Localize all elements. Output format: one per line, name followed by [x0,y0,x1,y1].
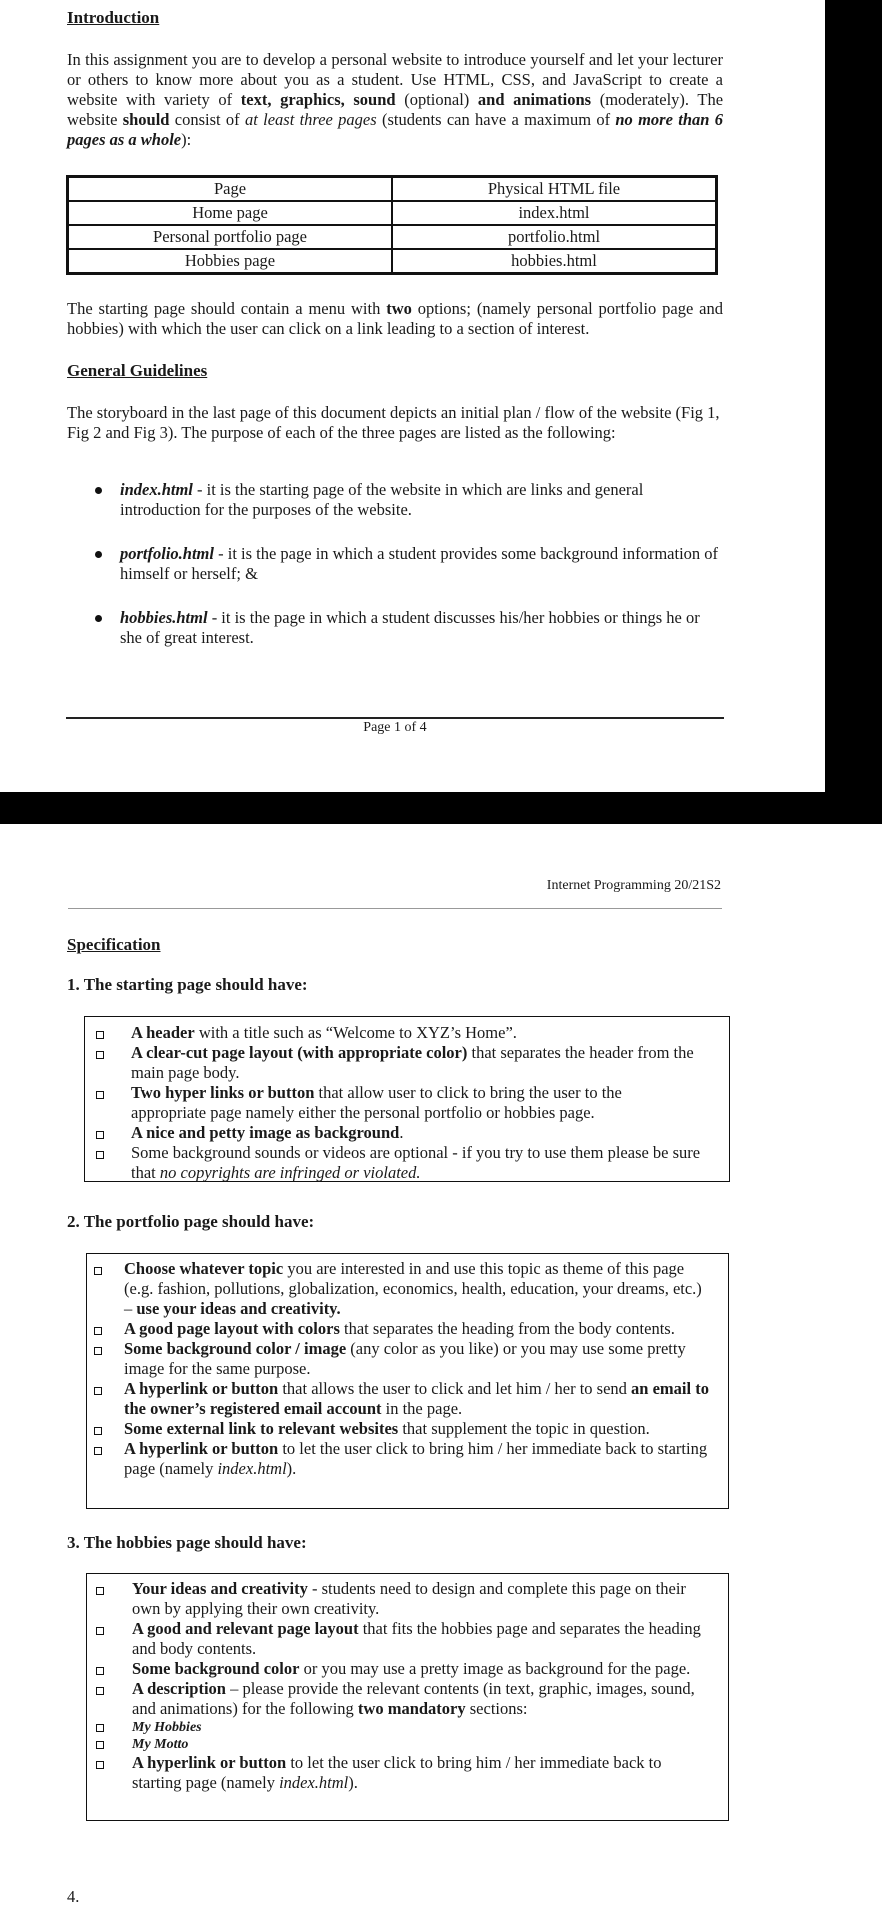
text-run: you are interested in and use this topic as theme of this page (e.g. fashion, pollutions, globalization, economics, health, education, your dreams, etc.) – [124,1259,702,1318]
text-run: A hyperlink or button [132,1753,287,1772]
portfolio-page-requirements-box [86,1253,729,1509]
text-run: no copyrights are infringed or violated. [159,1163,421,1182]
next-section-number: 4. [67,1887,80,1906]
text-run: A hyperlink or button [124,1379,279,1398]
text-run: index.html [279,1773,349,1792]
text-run: My Hobbies [132,1720,202,1735]
checkbox-icon [96,1051,104,1059]
text-run: (students can have a maximum of [376,110,616,129]
text-run: should [122,110,170,129]
text-run: Two hyper links or button [131,1083,315,1102]
text-run: index.html [217,1459,287,1478]
list-item-text: - it is the page in which a student provides some background information of himself or herself; & [120,544,719,583]
checkbox-icon [94,1327,102,1335]
table-cell: portfolio.html [392,225,716,249]
checklist-item [87,1753,707,1793]
checklist-item [87,1259,709,1319]
text-run: My Motto [132,1737,189,1752]
list-item-text: - it is the starting page of the website in which are links and general introduction for the purposes of the website. [120,480,644,519]
text-run: – please provide the relevant contents (in text, graphic, images, sound, and animations) for the following [132,1679,695,1718]
section-heading: 2. The portfolio page should have: [67,1212,315,1231]
checkbox-icon [96,1131,104,1139]
checkbox-icon [94,1427,102,1435]
checklist-item [85,1143,701,1183]
checklist-item [85,1023,701,1043]
checklist-item [87,1736,707,1753]
text-run: ). [286,1459,297,1478]
list-item [95,608,725,648]
text-run: A nice and petty image as background [131,1123,400,1142]
text-run: (optional) [395,90,478,109]
checkbox-icon [96,1031,104,1039]
hobbies-page-requirements-box [86,1573,729,1821]
table-row [68,201,716,225]
checklist-item [87,1679,707,1719]
checkbox-icon [96,1587,104,1595]
text-run: ): [181,130,192,149]
checklist-item [87,1419,709,1439]
checklist-item [87,1619,707,1659]
text-run: that separates the header from the main page body. [131,1043,694,1082]
table-cell: index.html [392,201,716,225]
checkbox-icon [96,1741,104,1749]
text-run: sections: [465,1699,528,1718]
text-run: text, graphics, sound [240,90,396,109]
checkbox-icon [96,1627,104,1635]
page-purpose-list [95,480,725,672]
page-edge-shadow [825,0,882,792]
checklist-item [85,1123,701,1143]
checkbox-icon [94,1387,102,1395]
checklist-item [87,1579,707,1619]
text-run: two mandatory [357,1699,466,1718]
table-cell: Personal portfolio page [68,225,392,249]
list-item [95,480,725,520]
document-page-2 [0,824,882,1920]
checklist-item [87,1339,709,1379]
bullet-icon [95,551,102,558]
text-run: and animations [477,90,592,109]
file-name: hobbies.html [120,608,208,627]
text-run: to let the user click to bring him / her immediate back to starting page (namely [132,1753,662,1792]
table-cell: Home page [68,201,392,225]
specification-heading: Specification [67,935,161,954]
text-run: an email to the owner’s registered email account [124,1379,709,1418]
text-run: two [386,299,412,318]
starting-page-requirements-box [84,1016,730,1182]
list-item [95,544,725,584]
storyboard-paragraph: The storyboard in the last page of this document depicts an initial plan / flow of the website (Fig 1, Fig 2 and Fig 3). The purpose of each of the three pages are listed as the following: [67,403,720,442]
text-run: use your ideas and creativity. [136,1299,341,1318]
page-file-table [66,175,718,275]
text-run: The starting page should contain a menu with [67,299,387,318]
text-run: In this assignment you are to develop a personal website to introduce yourself and let your lecturer or others to know more about you as a student. Use HTML, CSS, and JavaScript to create a website with variety of [67,50,723,109]
text-run: options; (namely personal portfolio page and hobbies) with which the user can click on a link leading to a section of interest. [67,299,724,338]
checkbox-icon [94,1347,102,1355]
text-run: A clear-cut page layout (with appropriate color) [131,1043,468,1062]
checkbox-icon [94,1447,102,1455]
file-name: portfolio.html [120,544,214,563]
text-run: (moderately). The website [67,90,724,129]
table-header-cell: Page [68,177,392,201]
text-run: ). [348,1773,358,1792]
table-cell: Hobbies page [68,249,392,273]
introduction-paragraph [67,50,723,150]
general-guidelines-heading: General Guidelines [67,361,208,380]
text-run: that supplement the topic in question. [398,1419,650,1438]
text-run: Some background color / image [124,1339,347,1358]
footer-rule [66,717,724,719]
text-run: Some background color [132,1659,300,1678]
text-run: with a title such as “Welcome to XYZ’s Home”. [194,1023,517,1042]
checklist-item [87,1719,707,1736]
table-header-row [68,177,716,201]
text-run: in the page. [381,1399,463,1418]
table-header-cell: Physical HTML file [392,177,716,201]
text-run: . [399,1123,404,1142]
section-heading: 1. The starting page should have: [67,975,308,994]
table-cell: hobbies.html [392,249,716,273]
checkbox-icon [96,1091,104,1099]
table-row [68,225,716,249]
text-run: Choose whatever topic [124,1259,284,1278]
text-run: Some background sounds or videos are optional - if you try to use them please be sure that [131,1143,701,1182]
bullet-icon [95,615,102,622]
checklist-item [87,1379,709,1419]
text-run: consist of [169,110,245,129]
list-item-text: - it is the page in which a student discusses his/her hobbies or things he or she of great interest. [120,608,700,647]
text-run: that allow user to click to bring the user to the appropriate page namely either the personal portfolio or hobbies page. [131,1083,622,1122]
checkbox-icon [96,1687,104,1695]
table-row [68,249,716,273]
text-run: to let the user click to bring him / her immediate back to starting page (namely [124,1439,708,1478]
text-run: Your ideas and creativity [132,1579,308,1598]
introduction-heading: Introduction [67,8,160,27]
text-run: A header [131,1023,195,1042]
text-run: - students need to design and complete this page on their own by applying their own creativity. [132,1579,686,1618]
text-run: A good and relevant page layout [132,1619,359,1638]
text-run: at least three pages [244,110,377,129]
text-run: or you may use a pretty image as background for the page. [299,1659,691,1678]
text-run: that allows the user to click and let him / her to send [278,1379,632,1398]
checklist-item [87,1659,707,1679]
running-header: Internet Programming 20/21S2 [546,878,721,893]
header-rule [68,908,722,909]
page-number: Page 1 of 4 [363,720,427,735]
text-run: that separates the heading from the body contents. [339,1319,675,1338]
checkbox-icon [96,1724,104,1732]
text-run: (any color as you like) or you may use some pretty image for the same purpose. [124,1339,686,1378]
text-run: A description [132,1679,226,1698]
checkbox-icon [96,1761,104,1769]
text-run: no more than 6 pages as a whole [67,110,723,149]
checklist-item [87,1439,709,1479]
document-page-1 [0,0,882,792]
checklist-item [85,1043,701,1083]
page-separator [0,792,882,824]
checkbox-icon [96,1667,104,1675]
text-run: that fits the hobbies page and separates the heading and body contents. [132,1619,701,1658]
bullet-icon [95,487,102,494]
text-run: A good page layout with colors [124,1319,340,1338]
checklist-item [87,1319,709,1339]
checkbox-icon [94,1267,102,1275]
checkbox-icon [96,1151,104,1159]
starting-page-paragraph [67,299,723,339]
text-run: Some external link to relevant websites [124,1419,399,1438]
file-name: index.html [120,480,193,499]
section-heading: 3. The hobbies page should have: [67,1533,307,1552]
text-run: A hyperlink or button [124,1439,279,1458]
checklist-item [85,1083,701,1123]
